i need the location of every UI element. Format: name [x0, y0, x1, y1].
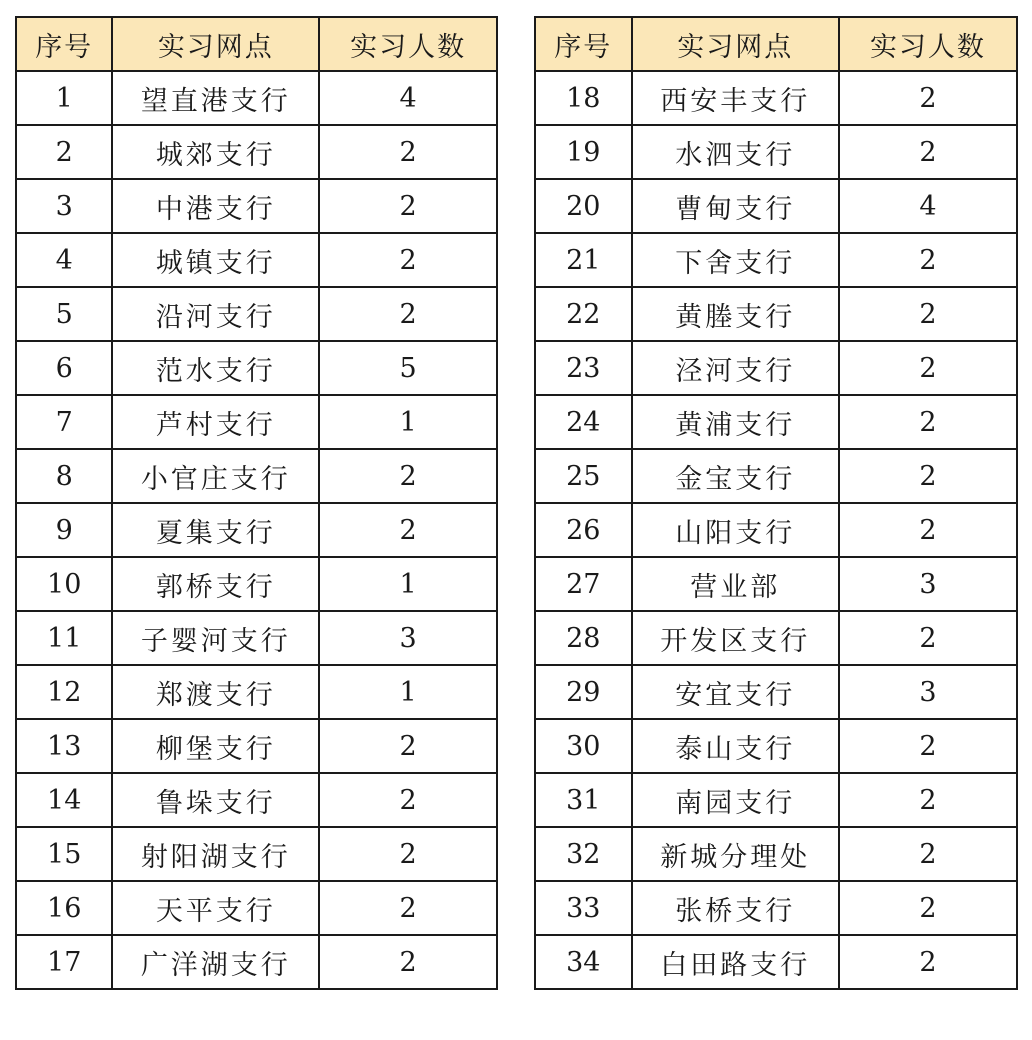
table-row: [16, 71, 497, 125]
row-number: 27: [535, 557, 632, 611]
row-number: 19: [535, 125, 632, 179]
site-name: 城镇支行: [112, 233, 319, 287]
row-number: 10: [16, 557, 112, 611]
table-row: [535, 827, 1017, 881]
intern-count: 2: [839, 449, 1017, 503]
site-name: 曹甸支行: [632, 179, 839, 233]
row-number: 11: [16, 611, 112, 665]
site-name: 营业部: [632, 557, 839, 611]
site-name: 白田路支行: [632, 935, 839, 989]
intern-count: 2: [839, 827, 1017, 881]
intern-count: 1: [319, 665, 497, 719]
site-name: 安宜支行: [632, 665, 839, 719]
row-number: 18: [535, 71, 632, 125]
table-row: [16, 395, 497, 449]
site-name: 黄浦支行: [632, 395, 839, 449]
site-name: 郭桥支行: [112, 557, 319, 611]
intern-count: 2: [319, 125, 497, 179]
site-name: 泾河支行: [632, 341, 839, 395]
header-count: 实习人数: [319, 17, 497, 71]
row-number: 29: [535, 665, 632, 719]
row-number: 28: [535, 611, 632, 665]
intern-count: 2: [319, 719, 497, 773]
intern-count: 3: [319, 611, 497, 665]
site-name: 望直港支行: [112, 71, 319, 125]
table-row: [535, 341, 1017, 395]
table-row: [535, 557, 1017, 611]
site-name: 城郊支行: [112, 125, 319, 179]
row-number: 4: [16, 233, 112, 287]
row-number: 26: [535, 503, 632, 557]
table-row: [16, 881, 497, 935]
site-name: 广洋湖支行: [112, 935, 319, 989]
intern-count: 2: [839, 233, 1017, 287]
intern-count: 3: [839, 665, 1017, 719]
table-row: [16, 233, 497, 287]
site-name: 下舍支行: [632, 233, 839, 287]
intern-count: 2: [839, 611, 1017, 665]
row-number: 20: [535, 179, 632, 233]
table-row: [535, 773, 1017, 827]
intern-count: 2: [839, 719, 1017, 773]
table-row: [16, 665, 497, 719]
row-number: 12: [16, 665, 112, 719]
row-number: 5: [16, 287, 112, 341]
intern-count: 2: [319, 287, 497, 341]
row-number: 2: [16, 125, 112, 179]
intern-count: 5: [319, 341, 497, 395]
table-row: [535, 719, 1017, 773]
row-number: 9: [16, 503, 112, 557]
intern-count: 1: [319, 395, 497, 449]
intern-count: 2: [319, 827, 497, 881]
header-row: [535, 17, 1017, 71]
intern-count: 2: [319, 233, 497, 287]
row-number: 1: [16, 71, 112, 125]
table-row: [16, 125, 497, 179]
site-name: 泰山支行: [632, 719, 839, 773]
row-number: 24: [535, 395, 632, 449]
intern-count: 4: [839, 179, 1017, 233]
site-name: 沿河支行: [112, 287, 319, 341]
intern-count: 2: [839, 125, 1017, 179]
intern-count: 2: [319, 179, 497, 233]
table-row: [16, 557, 497, 611]
table-row: [535, 881, 1017, 935]
site-name: 黄塍支行: [632, 287, 839, 341]
intern-count: 4: [319, 71, 497, 125]
intern-count: 2: [319, 881, 497, 935]
site-name: 南园支行: [632, 773, 839, 827]
site-name: 夏集支行: [112, 503, 319, 557]
table-row: [535, 71, 1017, 125]
row-number: 22: [535, 287, 632, 341]
table-row: [16, 827, 497, 881]
site-name: 山阳支行: [632, 503, 839, 557]
site-name: 新城分理处: [632, 827, 839, 881]
table-row: [535, 665, 1017, 719]
site-name: 西安丰支行: [632, 71, 839, 125]
site-name: 范水支行: [112, 341, 319, 395]
table-row: [16, 719, 497, 773]
site-name: 天平支行: [112, 881, 319, 935]
header-no: 序号: [16, 17, 112, 71]
header-no: 序号: [535, 17, 632, 71]
intern-count: 2: [839, 395, 1017, 449]
row-number: 25: [535, 449, 632, 503]
row-number: 14: [16, 773, 112, 827]
row-number: 34: [535, 935, 632, 989]
row-number: 31: [535, 773, 632, 827]
intern-count: 2: [839, 773, 1017, 827]
table-row: [535, 287, 1017, 341]
table-row: [535, 233, 1017, 287]
site-name: 柳堡支行: [112, 719, 319, 773]
intern-count: 2: [319, 503, 497, 557]
row-number: 15: [16, 827, 112, 881]
table-row: [535, 611, 1017, 665]
intern-count: 2: [319, 449, 497, 503]
table-row: [535, 179, 1017, 233]
table-row: [535, 935, 1017, 989]
row-number: 32: [535, 827, 632, 881]
row-number: 3: [16, 179, 112, 233]
intern-count: 2: [319, 773, 497, 827]
site-name: 郑渡支行: [112, 665, 319, 719]
row-number: 7: [16, 395, 112, 449]
intern-count: 2: [839, 503, 1017, 557]
intern-count: 1: [319, 557, 497, 611]
internship-table-left: [15, 16, 498, 990]
row-number: 17: [16, 935, 112, 989]
table-row: [16, 179, 497, 233]
table-row: [16, 503, 497, 557]
table-row: [535, 125, 1017, 179]
row-number: 16: [16, 881, 112, 935]
header-site: 实习网点: [632, 17, 839, 71]
table-row: [16, 611, 497, 665]
row-number: 13: [16, 719, 112, 773]
row-number: 6: [16, 341, 112, 395]
row-number: 33: [535, 881, 632, 935]
row-number: 23: [535, 341, 632, 395]
intern-count: 2: [839, 341, 1017, 395]
site-name: 小官庄支行: [112, 449, 319, 503]
table-row: [16, 449, 497, 503]
intern-count: 2: [839, 287, 1017, 341]
table-row: [535, 395, 1017, 449]
site-name: 金宝支行: [632, 449, 839, 503]
site-name: 射阳湖支行: [112, 827, 319, 881]
header-row: [16, 17, 497, 71]
intern-count: 3: [839, 557, 1017, 611]
intern-count: 2: [319, 935, 497, 989]
site-name: 芦村支行: [112, 395, 319, 449]
intern-count: 2: [839, 881, 1017, 935]
intern-count: 2: [839, 935, 1017, 989]
header-count: 实习人数: [839, 17, 1017, 71]
row-number: 30: [535, 719, 632, 773]
site-name: 水泗支行: [632, 125, 839, 179]
table-row: [16, 341, 497, 395]
row-number: 21: [535, 233, 632, 287]
table-row: [535, 503, 1017, 557]
site-name: 子婴河支行: [112, 611, 319, 665]
internship-table-right: [534, 16, 1018, 990]
header-site: 实习网点: [112, 17, 319, 71]
table-row: [16, 287, 497, 341]
table-row: [16, 935, 497, 989]
table-row: [16, 773, 497, 827]
site-name: 开发区支行: [632, 611, 839, 665]
site-name: 中港支行: [112, 179, 319, 233]
row-number: 8: [16, 449, 112, 503]
site-name: 鲁垛支行: [112, 773, 319, 827]
table-row: [535, 449, 1017, 503]
intern-count: 2: [839, 71, 1017, 125]
site-name: 张桥支行: [632, 881, 839, 935]
